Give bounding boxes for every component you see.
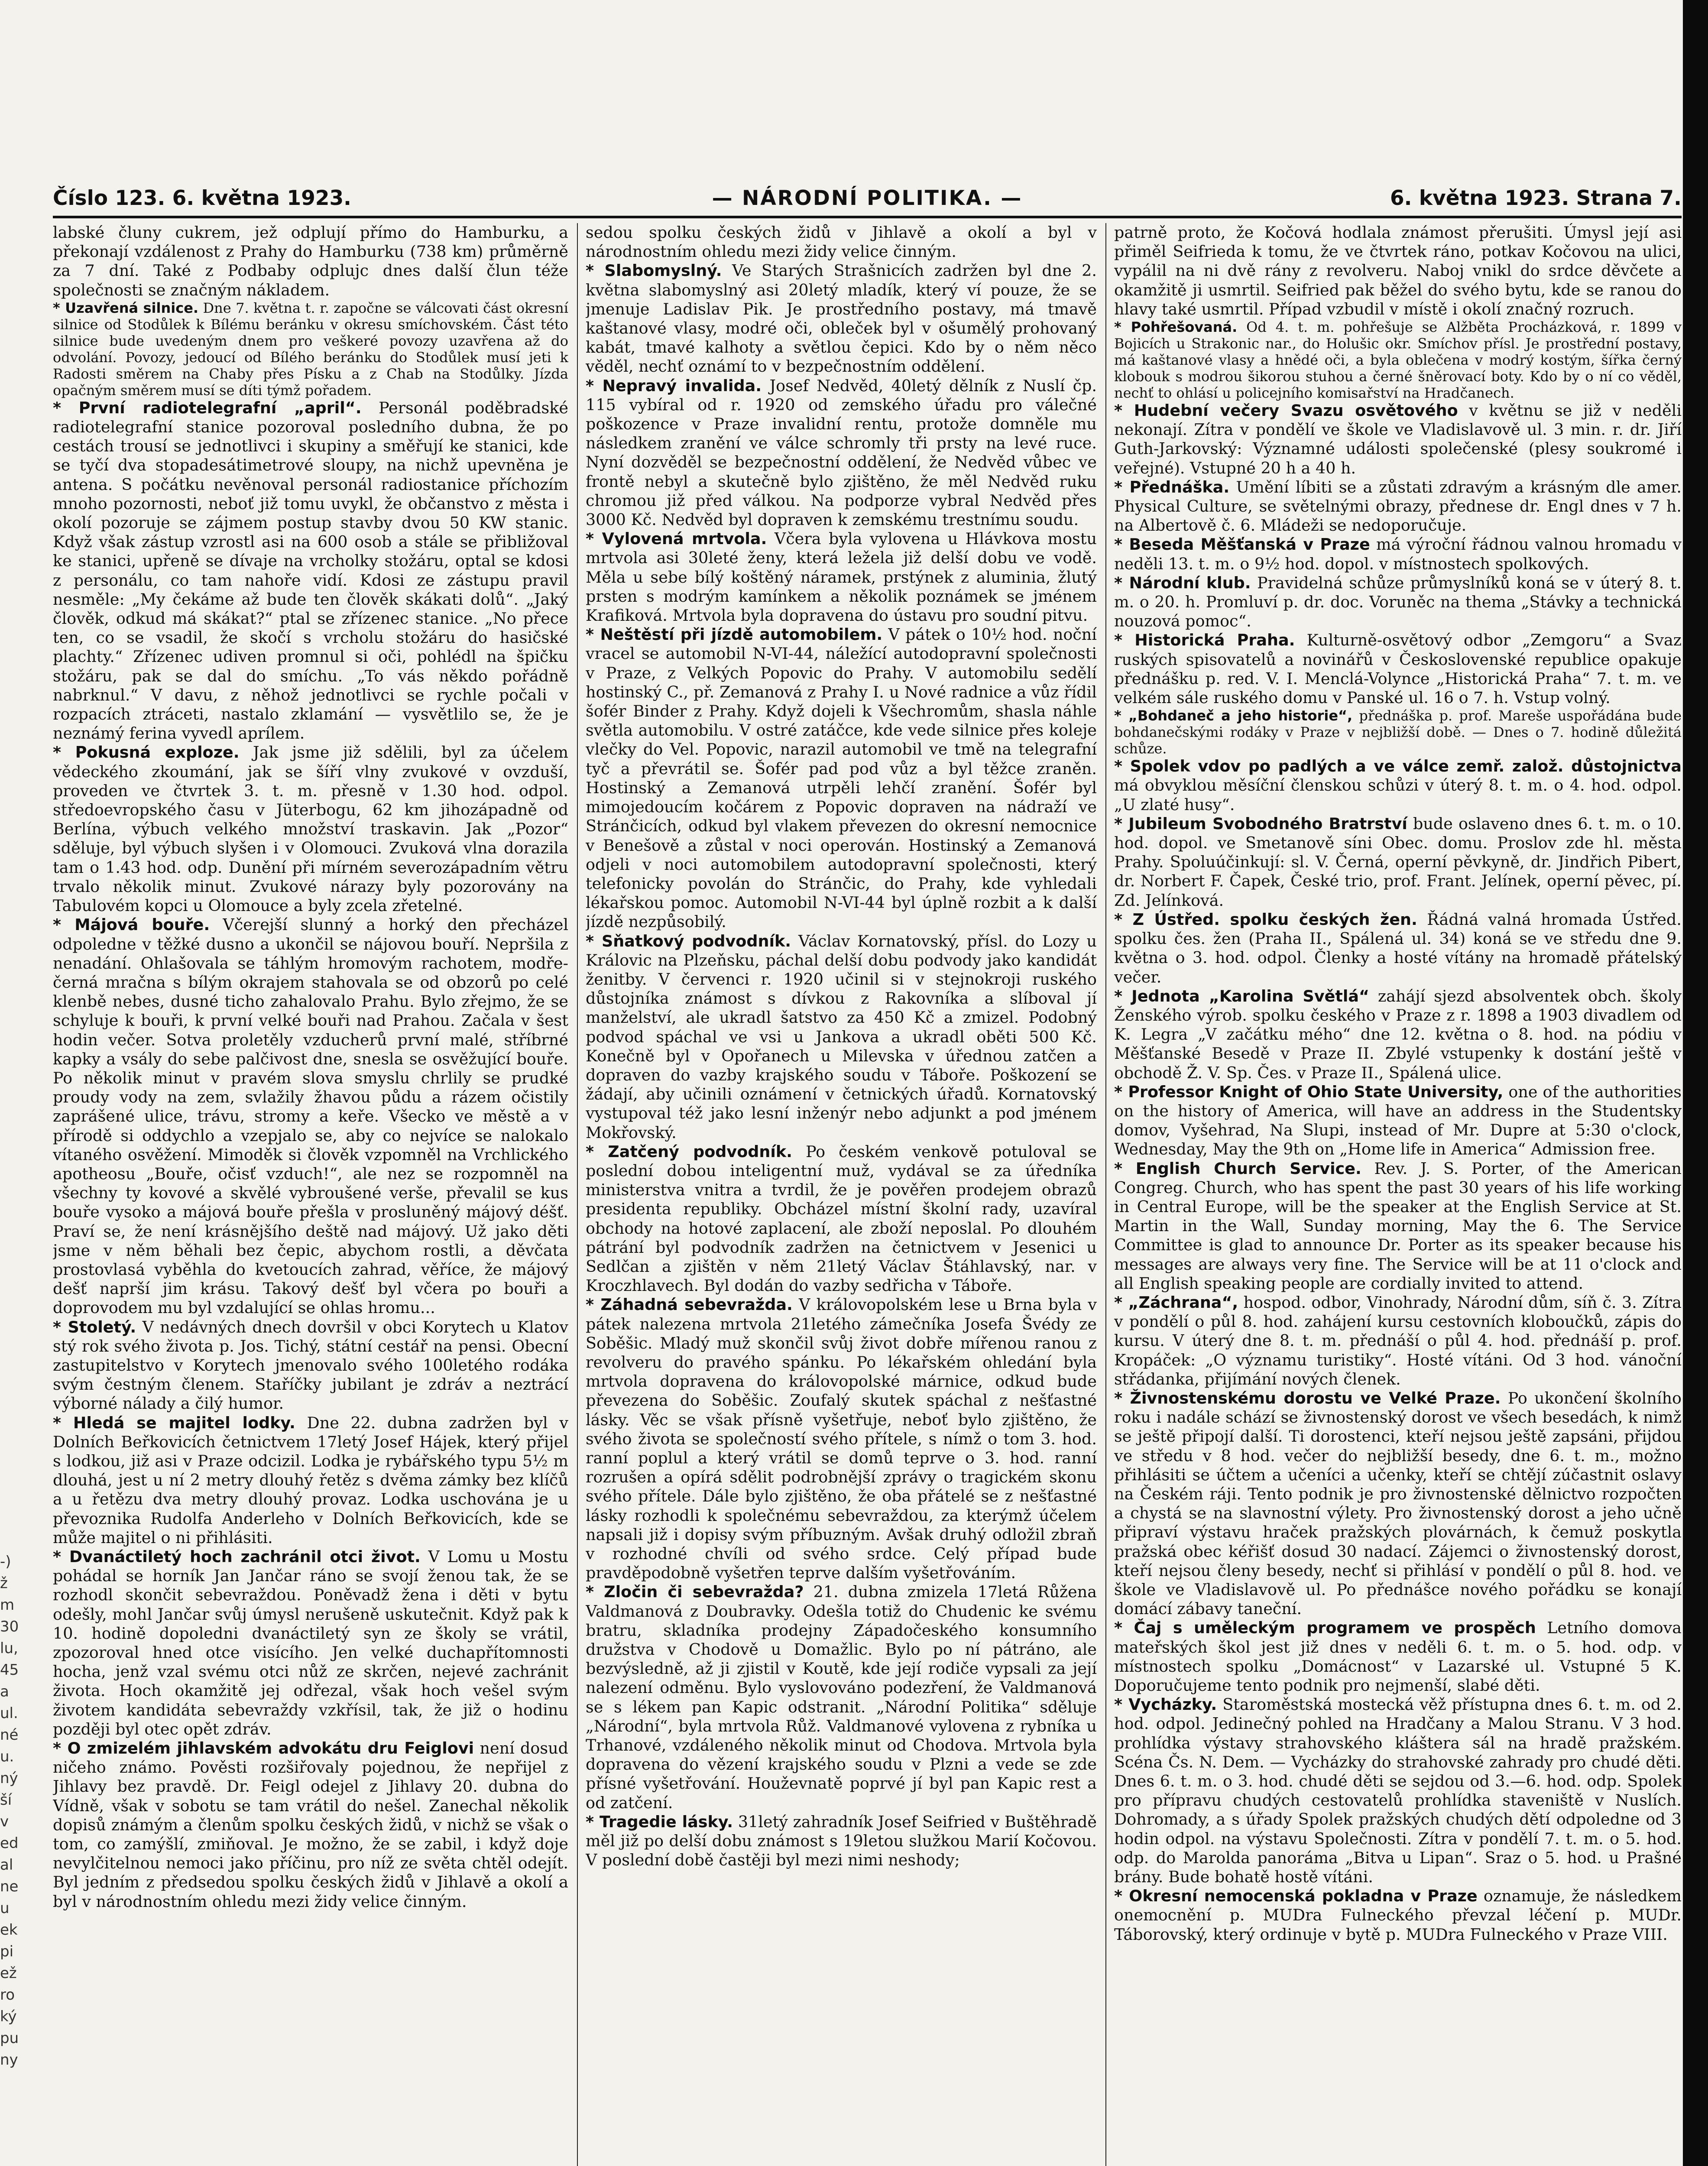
article-body: Dne 22. dubna zadržen byl v Dolních Beřkovicích četnictvem 17letý Josef Hájek, který přijel s lodkou, již asi v Praze odcizil. Lodka je rybářského typu 5½ m dlouhá, jest u ní 2 metry dlouhý řetěz s dvěma zámky bez klíčů a u řetězu dva metry dlouhý provaz. Lodka uschována je u převoznika Rudolfa Anderleho v Dolních Beřkovicích, kde se může majitel o ni přihlásiti. [53, 1413, 568, 1547]
article-heading: * Neštěstí při jízdě automobilem. [586, 625, 883, 644]
article-body: oznamuje, že následkem onemocnění p. MUDra Fulneckého převzal léčení p. MUDr. Táborovský, který ordinuje v bytě p. MUDra Fulneckého v Praze VIII. [1114, 1887, 1682, 1944]
article [1114, 631, 1682, 707]
article-heading: * Májová bouře. [53, 915, 210, 934]
article-body: Rev. J. S. Porter, of the American Congreg. Church, who has spent the past 30 years of his life working in Central Europe, will be the speaker at the English Service at St. Martin in the Wall, Sunday morning, May the 6. The Service Committee is glad to announce Dr. Porter as its speaker because his messages are always very fine. The Service will be at 11 o'clock and all English speaking people are cordially invited to attend. [1114, 1159, 1682, 1293]
article-body: přednáška p. prof. Mareše uspořádána bude bohdanečskými rodáky v Praze v nejbližší době. — Dnes o 7. hodině důležitá schůze. [1114, 707, 1682, 757]
article-body: Personál poděbradské radiotelegrafní stanice pozoroval posledního dubna, že po cestách trousí se jednotlivci i skupiny a směřují ke stanici, kde se tyčí dva stopadesátimetrové sloupy, na nichž upevněna je antena. S počátku nevěnoval personál radiostanice příchozím mnoho pozornosti, neboť již tomu uvykl, že občanstvo z města i okolí pozoruje se zájmem postup stavby dvou 50 KW stanic. Když však zástup vzrostl asi na 600 osob a stále se přibližoval ke stanici, upřeně se dívaje na vrcholky stožáru, optal se kdosi z personálu, co tam nahoře vidí. Kdosi ze zástupu pravil nesměle: „My čekáme až bude ten člověk skákati dolů“. „Jaký člověk, odkud má skákat?“ ptal se zřízenec stanice. „No přece ten, co se vsadil, že skočí s vrcholu stožáru do hasičské plachty.“ Zřízenec udiven promnul si oči, pohlédl na špičku stožáru, pak se dal do smíchu. „To vás někdo pořádně nabrknul.“ V davu, z něhož jednotlivci se rychle počali v rozpacích ztráceti, nastalo zklamání — vysvětlilo se, že je neznámý ferina vyvedl aprílem. [53, 398, 568, 743]
article [1114, 1293, 1682, 1389]
article-body: Josef Nedvěd, 40letý dělník z Nuslí čp. 115 vybíral od r. 1920 od zemského úřadu pro válečné poškozence v Praze invalidní rentu, protože domněle mu následkem zranění ve válce schromly tři prsty na levé ruce. Nyní dozvěděl se bezpečnostní oddělení, že Nedvěd vůbec ve frontě nebyl a skutečně bylo zjištěno, že měl Nedvěd ruku chromou již před válkou. Na podporze vybral Nedvěd přes 3000 Kč. Nedvěd byl dopraven k zemskému trestnímu soudu. [586, 376, 1097, 529]
margin-fragment: ny [0, 2051, 18, 2069]
article-body: má výroční řádnou valnou hromadu v neděli 13. t. m. o 9½ hod. dopol. v místnostech spolkových. [1114, 535, 1682, 573]
article [1114, 757, 1682, 814]
margin-fragment: lu, [0, 1640, 18, 1657]
article-body: V pátek o 10½ hod. noční vracel se automobil N-VI-44, náležící autodopravní společnosti v Praze, z Velkých Popovic do Prahy. V automobilu sedělí hostinský C., př. Zemanová z Prahy I. u Nové radnice a vůz řídil šofér Binder z Prahy. Když dojeli k Všechromům, shasla náhle světla automobilu. V ostré zatáčce, kde vede silnice přes koleje vlečky do Vel. Popovic, narazil automobil ve tmě na telegrafní tyč a převrátil se. Šofér pad pod vůz a byl těžce zraněn. Hostinský a Zemanová utrpěli lehčí zranění. Šofér byl mimojedoucím kočárem z Popovic dopraven na nádraží ve Stránčicích, odkud byl vlakem převezen do okresní nemocnice v Benešově a zůstal v noci operován. Hostinský a Zemanová odjeli v noci automobilem autodopravní společnosti, který telefonicky povolán do Stránčic, do Prahy, kde vyhledali lékařskou pomoc. Automobil N-VI-44 byl úplně rozbit a k další jízdě nezpůsobilý. [586, 625, 1097, 931]
article-heading: * Spolek vdov po padlých a ve válce zemř. založ. důstojnictva [1114, 757, 1682, 776]
article-heading: * Slabomyslný. [586, 261, 722, 280]
article [1114, 1887, 1682, 1944]
article [586, 1142, 1097, 1296]
margin-fragment: ul. [0, 1705, 18, 1722]
margin-fragment: ný [0, 1770, 18, 1787]
article-body: v květnu se již v neděli nekonají. Zítra v pondělí ve škole ve Vladislavově ul. 3 min. r. dr. Jiří Guth-Jarkovský: Významné události společenské (plesy soukromé i veřejné). Vstupné 20 h a 40 h. [1114, 401, 1682, 477]
column-1 [53, 223, 568, 2166]
margin-fragment: ký [0, 2008, 17, 2025]
margin-fragment: ek [0, 1921, 18, 1939]
scan-edge [1683, 0, 1708, 2166]
article-body: zahájí sjezd absolventek obch. školy Ženského výrob. spolku českého v Praze z r. 1898 a 1903 divadlem od K. Legra „V začátku mého“ dne 12. května o 8. hod. na pódiu v Měšťanské Besedě v Praze II. Zbylé vstupenky k dostání ještě v obchodě Ž. V. Sp. Čes. v Praze II., Spálená ulice. [1114, 986, 1682, 1082]
article [586, 625, 1097, 931]
article [53, 1318, 568, 1414]
article-body: Václav Kornatovský, přísl. do Lozy u Královic na Plzeňsku, páchal delší dobu podvody jako kandidát ženitby. V červenci r. 1920 učinil si v stejnokroji ruského důstojníka známost s dívkou z Rakovníka a slíboval jí manželství, ale ukradl šatstvo za 450 Kč a zmizel. Podobný podvod spáchal ve vsi u Jankova a ukradl oběti 500 Kč. Konečně byl v Opořanech u Milevska v úřednou zatčen a dopraven do vazby krajského soudu v Táboře. Poškození se žádají, aby učinili oznámení v četnických úřadů. Kornatovský vystupoval též jako lesní inženýr nebo adjunkt a pod jménem Mokřovský. [586, 931, 1097, 1142]
margin-fragment: ed [0, 1835, 19, 1852]
article [53, 300, 568, 399]
masthead-title: — NÁRODNÍ POLITIKA. — [712, 186, 1023, 210]
article [1114, 319, 1682, 401]
column-3 [1114, 223, 1682, 2166]
article-body: Od 4. t. m. pohřešuje se Alžběta Procházková, r. 1899 v Bojicích u Strakonic nar., do Holušic okr. Smíchov přísl. Je prostřední postavy, má kaštanové vlasy a hnědé oči, a byla oblečena v modrý kostým, šířka černý klobouk s modrou šikorou stuhou a černé šněrovací boty. Kdo by o ní co věděl, nechť to ohlásí u policejního komisařství na Hradčanech. [1114, 319, 1682, 402]
article-body: V nedávných dnech dovršil v obci Korytech u Klatov stý rok svého života p. Jos. Tichý, státní cestář na pensi. Obecní zastupitelstvo v Korytech jmenovalo svého 100letého rodáka svým čestným členem. Staříčky jubilant je zdráv a neztrácí výborné nálady a čilý humor. [53, 1317, 568, 1413]
article-body: Po ukončení školního roku i nadále schází se živnostenský dorost ve všech besedách, k nimž se ještě připojí další. Ti dorostenci, kteří nejsou ještě zapsáni, přijdou ve středu v 8 hod. večer do nejbližší besedy, dne 6. t. m., možno přihlásiti se účtem a učeníci a učenky, kteří se chtějí zúčastnit oslavy na Českém ráji. Tento podnik je pro živnostenské dělnictvo rozpočten a chystá se na slavnostní výlety. Pro živnostenský dorost a jeho učně připraví výstavu hraček pražských plovárnách, k čemuž poskytla pražská obec kéřišť dosud 30 nadací. Zájemci o živnostenský dorost, kteří nejsou členy besedy, nechť si přihlásí v pondělí o půl 8. hod. ve škole ve Vladislavově ul. Po přednášce nového pořádku se konají domácí zábavy taneční. [1114, 1388, 1682, 1618]
article [53, 915, 568, 1317]
article-heading: * O zmizelém jihlavském advokátu dru Feiglovi [53, 1739, 474, 1758]
article-body: Kulturně-osvětový odbor „Zemgoru“ a Svaz ruských spisovatelů a novinářů v Československé republice opakuje přednášku p. red. V. I. Menclá-Volynce „Historická Praha“ 7. t. m. ve velkém sále ruského domu v Panské ul. 16 o 7. h. Vstup volný. [1114, 631, 1682, 707]
article-heading: * Stoletý. [53, 1317, 136, 1336]
article-heading: * Sňatkový podvodník. [586, 931, 791, 950]
margin-fragment: ší [0, 1791, 12, 1809]
article [1114, 1695, 1682, 1887]
article-body: Umění líbiti se a zůstati zdravým a krásným dle amer. Physical Culture, se světelnými obrazy, přednese dr. Engl dnes v 7 h. na Albertově č. 6. Mládeži se nedoporučuje. [1114, 477, 1682, 535]
article-heading: * Dvanáctiletý hoch zachránil otci život. [53, 1547, 421, 1566]
article [53, 399, 568, 743]
article-heading: * Pohřešovaná. [1114, 319, 1238, 336]
article-heading: * Živnostenskému dorostu ve Velké Praze. [1114, 1388, 1501, 1407]
article-heading: * Vylovená mrtvola. [586, 529, 767, 548]
article-body: má obvyklou měsíční členskou schůzi v úterý 8. t. m. o 4. hod. odpol. „U zlaté husy“. [1114, 776, 1682, 814]
margin-fragment: al [0, 1856, 13, 1874]
article-body: bude oslaveno dnes 6. t. m. o 10. hod. dopol. ve Smetanově síni Obec. domu. Proslov zde hl. města Prahy. Spoluúčinkují: sl. V. Černá, operní pěvkyně, dr. Jindřich Pibert, dr. Norbert F. Čapek, České trio, prof. Frant. Jelínek, operní pěvec, pí. Zd. Jelínková. [1114, 814, 1682, 910]
article [586, 1295, 1097, 1582]
article-heading: * Jubileum Svobodného Bratrství [1114, 814, 1407, 833]
article [1114, 401, 1682, 478]
article [1114, 1618, 1682, 1695]
article-body: labské čluny cukrem, jež odplují přímo do Hamburku, a překonají vzdálenost z Prahy do Hamburku (738 km) průměrně za 7 dní. Také z Podbaby odplujc dnes další člun téže společnosti se značným nákladem. [53, 223, 568, 299]
left-margin-strip [0, 1551, 30, 2166]
article-heading: * Professor Knight of Ohio State University, [1114, 1082, 1504, 1101]
article-heading: * Zatčený podvodník. [586, 1142, 793, 1161]
article [53, 223, 568, 300]
article-body: Včera byla vylovena u Hlávkova mostu mrtvola asi 30leté ženy, která ležela již delší dobu ve vodě. Měla u sebe bílý koštěný náramek, prstýnek z aluminia, žlutý prsten s modrým kamínkem a několik poznámek se jménem Krafiková. Mrtvola byla dopravena do ústavu pro soudní pitvu. [586, 529, 1097, 625]
article-heading: * Záhadná sebevražda. [586, 1295, 793, 1314]
article-heading: * Beseda Měšťanská v Praze [1114, 535, 1370, 554]
article-body: Letního domova mateřských škol jest již dnes v neděli 6. t. m. o 5. hod. odp. v místnostech spolku „Domácnost“ v Lazarské ul. Vstupné 5 K. Doporučujeme tento podnik pro nejmenší, slabé děti. [1114, 1618, 1682, 1695]
margin-fragment: u [0, 1900, 10, 1917]
article-body: Ve Starých Strašnicích zadržen byl dne 2. května slabomyslný asi 20letý mladík, který ví pouze, že se jmenuje Ladislav Pik. Je prostředního postavy, má tmavě kaštanové vlasy, modré oči, obleček byl v ošumělý prohovaný kabát, tmavé kalhoty a světlou čepici. Kdo by o něm něco věděl, nechť oznámí to v bezpečnostním oddělení. [586, 261, 1097, 376]
margin-fragment: 45 [0, 1661, 19, 1679]
article [53, 1739, 568, 1911]
article [586, 1582, 1097, 1812]
article-heading: * Národní klub. [1114, 573, 1251, 592]
margin-fragment: -) [0, 1553, 11, 1570]
article-body: není dosud ničeho známo. Pověsti rozšiřovaly pojednou, že nepřijel z Jihlavy bez pravdě. Dr. Feigl odejel z Jihlavy 20. dubna do Vídně, však v sobotu se tam vrátil do nešel. Zanechal několik dopisů známým a členům spolku českých židů, v nichž se však o tom, co zamýšlí, zmiňoval. Je možno, že se zabil, i když doje nevylčitelnou nemoci jako příčinu, pro níž ze světa chtěl odejít. Byl jedním z předsedou spolku českých židů v Jihlavě a okolí a byl v národnostním ohledu mezi židy velice činným. [53, 1739, 568, 1911]
article [1114, 1159, 1682, 1293]
article [1114, 910, 1682, 987]
page-number: 6. května 1923. Strana 7. [1390, 186, 1682, 210]
article-body: V královopolském lese u Brna byla v pátek nalezena mrtvola 21letého zámečníka Josefa Švédy ze Soběšic. Mladý muž skončil svůj život dobře mířenou ranou z revolveru do pravého spánku. Po lékařském ohledání byla mrtvola dopravena do královopolské márnice, odkud bude převezena do Soběšic. Zoufalý skutek spáchal z nešťastné lásky. Věc se však přísně vyšetřuje, neboť bylo zjištěno, že svého života se společností svého přítele, s nímž o tom 3. hod. ranní poplul a který vrátil se domů teprve o 3. hod. ranní rozrušen a opírá sdělit podrobnější zprávy o tragickém skonu svého přítele. Dále bylo zjištěno, že oba přátelé se z nešťastné lásky rozhodli k společnému sebevraždou, za kterýmž účelem napsali již i dopisy svým příbuzným. Avšak druhý odložil zbraň v rozhodné chvíli od svého srdce. Celý případ bude pravděpodobně vyšetřen teprve dalším vyšetřováním. [586, 1295, 1097, 1582]
article-body: Po českém venkově potuloval se poslední dobou inteligentní muž, vydával se za úředníka ministerstva vnitra a tvrdil, že je pověřen prodejem obrazů presidenta republiky. Obcházel místní školní rady, uzavíral obchody na hotové zaplacení, ale zboží neposlal. Po dlouhém pátrání byl podvodník zadržen na četnictvem v Jesenici u Sedlčan a zjištěn v něm 21letý Václav Štáhlavský, nar. v Kroczhlavech. Byl dodán do vazby sedřicha v Táboře. [586, 1142, 1097, 1295]
column-rule [577, 223, 578, 2166]
page-header [53, 181, 1682, 218]
article-heading: * Okresní nemocenská pokladna v Praze [1114, 1887, 1478, 1906]
article-heading: * Čaj s uměleckým programem ve prospěch [1114, 1618, 1536, 1637]
article-heading: * Pokusná exploze. [53, 743, 240, 762]
article-heading: * English Church Service. [1114, 1159, 1361, 1178]
margin-fragment: 30 [0, 1618, 19, 1635]
margin-fragment: né [0, 1726, 19, 1744]
article [586, 1813, 1097, 1870]
article [586, 932, 1097, 1142]
article-heading: * Historická Praha. [1114, 631, 1295, 650]
column-2 [586, 223, 1097, 2166]
article-heading: * Z Ústřed. spolku českých žen. [1114, 910, 1417, 929]
article-body: Jak jsme již sdělili, byl za účelem vědeckého zkoumání, jak se šíří vlny zvukové v ovzduší, proveden ve čtvrtek 3. t. m. přesně v 1.30 hod. odpol. středoevropského času v Jüterbogu, 62 km jihozápadně od Berlína, výbuch velkého množství traskavin. Jak „Pozor“ sděluje, byl výbuch slyšen i v Olomouci. Zvuková vlna dorazila tam o 1.43 hod. odp. Dunění při mírném severozápadním větru trvalo několik minut. Zvukové nárazy byly pozorovány na Tabulovém kopci u Olomouce a byly zcela zřetelné. [53, 743, 568, 915]
margin-fragment: ž [0, 1575, 8, 1592]
article [53, 743, 568, 915]
article-heading: * Uzavřená silnice. [53, 299, 199, 316]
article-body: V Lomu u Mostu pohádal se horník Jan Jančar ráno se svojí ženou tak, že se rozhodl skončit sebevraždou. Poněvadž žena i děti v bytu odešly, mohl Jančar svůj úmysl nerušeně uskutečnit. Když pak k 10. hodině dopoledni dvanáctiletý syn ze školy se vrátil, zpozoroval hned otce visícího. Jen velké duchapřítomnosti hocha, jenž vzal svému otci nůž ze skrčen, nejevé zachránit života. Hoch okamžitě jej odřezal, však hoch vešel svým životem kandidáta sebevraždy vzkřísil, tak, že již o hodinu později byl otec opět zdráv. [53, 1547, 568, 1738]
article [1114, 987, 1682, 1083]
margin-fragment: u. [0, 1748, 14, 1765]
article [586, 223, 1097, 261]
article [1114, 478, 1682, 535]
article-heading: * „Záchrana“, [1114, 1293, 1238, 1312]
article-heading: * Jednota „Karolina Světlá“ [1114, 986, 1369, 1005]
article [1114, 707, 1682, 757]
margin-fragment: pi [0, 1943, 14, 1960]
article [586, 261, 1097, 376]
article-body: 21. dubna zmizela 17letá Růžena Valdmanová z Doubravky. Odešla totiž do Chudenic ke svému bratru, skladníka prodejny Západočeského konsumního družstva v Chodově u Domažlic. Bylo po ní pátráno, ale bezvýsledně, až ji zjistil v Koutě, kde její rodiče vypsali za její nalezení odměnu. Bylo vyslovováno podezření, že Valdmanová se s lékem pan Kapic odstranit. „Národní Politika“ sděluje „Národní“, byla mrtvola Růž. Valdmanové vylovena z rybníka u Trhanové, vzdáleného několik minut od Chodova. Mrtvola byla dopravena do vězení krajského soudu v Plzni a vede se zde přísné vyšetřování. Houževnatě poprvé jí byl pan Kapic rest a od zatčení. [586, 1582, 1097, 1812]
margin-fragment: pu [0, 2030, 19, 2047]
issue-number: Číslo 123. 6. května 1923. [53, 186, 352, 210]
article-body: patrně proto, že Kočová hodlala známost přerušiti. Úmysl její asi přiměl Seifrieda k tomu, že ve čtvrtek ráno, potkav Kočovou na ulici, vypálil na ni dvě rány z revolveru. Naboj vnikl do srdce děvčete a okamžitě ji usmrtil. Seifried pak běžel do svého bytu, kde se ranou do hlavy také usmrtil. Případ vzbudil v místě i okolí značný rozruch. [1114, 223, 1682, 318]
article-heading: * Nepravý invalida. [586, 376, 762, 395]
article [1114, 1083, 1682, 1159]
article [1114, 814, 1682, 910]
article-heading: * „Bohdaneč a jeho historie“, [1114, 707, 1353, 724]
column-rule [1105, 223, 1106, 2166]
article-heading: * Zločin či sebevražda? [586, 1582, 804, 1602]
margin-fragment: ež [0, 1965, 17, 1982]
article-heading: * Přednáška. [1114, 477, 1230, 496]
article-heading: * Hledá se majitel lodky. [53, 1413, 295, 1432]
article [53, 1547, 568, 1739]
margin-fragment: ro [0, 1986, 15, 2004]
article-body: one of the authorities on the history of America, will have an address in the Studentsky domov, Vyšehrad, Na Slupi, instead of Mr. Dupre at 5:30 o'clock, Wednesday, May the 9th on „Home life in America“ Admission free. [1114, 1082, 1682, 1159]
article [1114, 1389, 1682, 1618]
article [586, 376, 1097, 530]
article-body: Pravidelná schůze průmyslníků koná se v úterý 8. t. m. o 20. h. Promluví p. dr. doc. Voruněc na thema „Stávky a technická nouzová pomoc“. [1114, 573, 1682, 631]
article-body: sedou spolku českých židů v Jihlavě a okolí a byl v národnostním ohledu mezi židy velice činným. [586, 223, 1097, 261]
article-heading: * Tragedie lásky. [586, 1812, 733, 1831]
margin-fragment: v [0, 1813, 9, 1830]
margin-fragment: ne [0, 1878, 19, 1895]
article-body: 31letý zahradník Josef Seifried v Buštěhradě měl již po delší dobu známost s 19letou služkou Marií Kočovou. V poslední době častěji byl mezi nimi neshody; [586, 1812, 1097, 1870]
article [53, 1414, 568, 1547]
margin-fragment: m [0, 1596, 15, 1614]
article [1114, 223, 1682, 319]
article [586, 529, 1097, 625]
article-body: hospod. odbor, Vinohrady, Národní dům, síň č. 3. Zítra v pondělí o půl 8. hod. zahájení kursu cestovních kloboučků, zápis do kursu. V úterý dne 8. t. m. přednáší o půl 4. hod. přednáší p. prof. Kropáček: „O významu turistiky“. Hosté vítáni. Od 3 hod. vánoční střádanka, přijímání nových členek. [1114, 1293, 1682, 1388]
article-body: Řádná valná hromada Ústřed. spolku čes. žen (Praha II., Spálená ul. 34) koná se ve středu dne 9. května o 3. hod. odpol. Členky a hosté vítány na hromadě přátelský večer. [1114, 910, 1682, 986]
article [1114, 574, 1682, 631]
margin-fragment: a [0, 1683, 9, 1700]
article-body: Včerejší slunný a horký den přecházel odpoledne v těžké dusno a ukončil se nájovou bouří. Nepršila z nenadání. Ohlašovala se táhlým hromovým rachotem, modře-černá mračna s bílým okrajem stahovala se od obzorů po celé klenbě nebes, dusné ticho zahalovalo Prahu. Bylo zřejmo, že se schyluje k bouři, k první velké bouři nad Prahou. Začala v šest hodin večer. Sotva proletěly vzducherů první malé, stříbrné kapky a vsály do sebe palčivost dne, snesla se osvěžující bouře. Po několik minut v pravém slova smyslu chrlily se prudké proudy vody na zem, svlažily žhavou půdu a rázem očistily zaprášené ulice, trávu, stromy a keře. Všecko ve městě a v přírodě si oddychlo a vzepjalo se, aby co nejvíce se nalokalo vítaného osvěžení. Mimoděk si člověk vzpomněl na Vrchlického apotheosu „Bouře, očisť vzduch!“, ale nez se rozpomněl na všechny ty kovové a skvělé vybroušené verše, převalil se kus bouře vysoko a májová bouře přešla v prosluněný májový déšť. Praví se, že není krásnějšího deště nad májový. Už jako děti jsme v něm běhali bez čepic, abychom rostli, a děvčata prostovlasá vyběhla do kvetoucích zahrad, věříce, že májový dešť naprší jim krásu. Takový dešť byl včera po bouři a doprovodem mu byl vzdalující se ohlas hromu... [53, 915, 568, 1317]
article-heading: * Hudební večery Svazu osvětového [1114, 401, 1458, 420]
article-heading: * Vycházky. [1114, 1695, 1217, 1714]
article [1114, 535, 1682, 573]
article-body: Dne 7. května t. r. započne se válcovati část okresní silnice od Stodůlek k Bílému beránku v okresu smíchovském. Část této silnice bude uvedeným dnem pro veškeré povozy uzavřena až do odvolání. Povozy, jedoucí od Bílého beránku do Stodůlek musí jeti k Radosti směrem na Chaby přes Písku a z Chab na Stodůlky. Jízda opačným směrem musí se díti týmž pořadem. [53, 299, 568, 399]
article-heading: * První radiotelegrafní „april“. [53, 398, 362, 417]
article-body: Staroměstská mostecká věž přístupna dnes 6. t. m. od 2. hod. odpol. Jedinečný pohled na Hradčany a Malou Stranu. V 3 hod. prohlídka výstavy strahovského kláštera sál na hradě pražském. Scéna Čs. N. Dem. — Vycházky do strahovské zahrady pro chudé děti. Dnes 6. t. m. o 3. hod. chudé děti se sejdou od 3.—6. hod. odp. Spolek pro přípravu chudých cestovatelů prohlídka staveniště v Nuslích. Dohromady, a s úřady Spolek pražských chudých dětí odpoledne od 3 hodin odpol. na výstavu Společnosti. Zítra v pondělí 7. t. m. o 5. hod. odp. do Marolda panoráma „Bitva u Lipan“. Sraz o 5. hod. u Prašné brány. Bude bohatě hostě vítáni. [1114, 1695, 1682, 1887]
